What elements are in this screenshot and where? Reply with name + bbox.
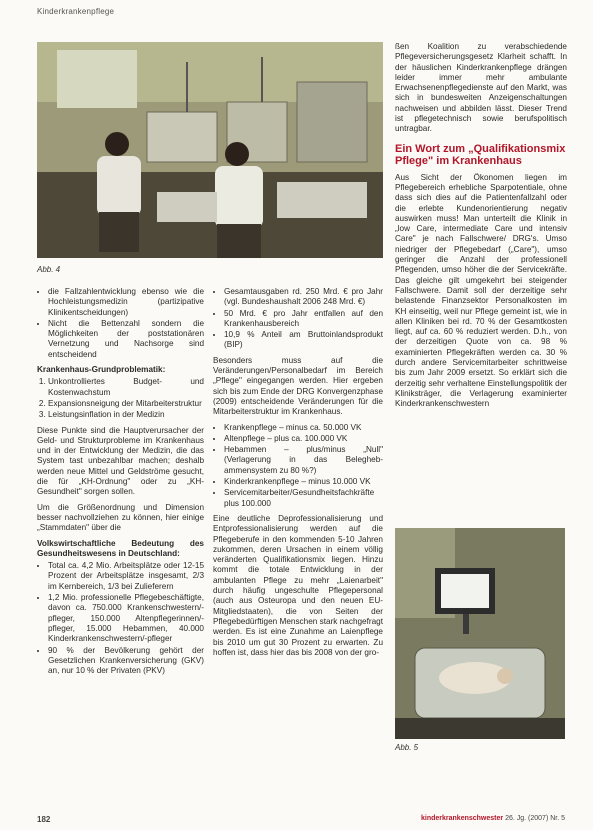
paragraph: Diese Punkte sind die Hauptverursacher der Geld- und Strukturprobleme im Krankenhaus und in der Entwicklung der Medizin, die das System tast unbezahlbar machen; deshalb werden neue Mittel und Geldströme gesucht, die für „KH-Ordnung" oder zu „KH-Gesundheit" sorgen sollen. bbox=[37, 425, 204, 497]
bullet-list-top-left bbox=[37, 287, 204, 360]
list-item: • 1,2 Mio. professionelle Pflegebeschäftigte, davon ca. 750.000 Krankenschwestern/-pfleger, 150.000 Altenpflegerinnen/-pfleger, 15.000 Hebammen, 40.000 Kinderkrankenschwestern/-pfleger bbox=[48, 593, 204, 644]
list-item: • 90 % der Bevölkerung gehört der Gesetzlichen Krankenversicherung (GKV) an, nur 10 % der Privaten (PKV) bbox=[48, 646, 204, 677]
figure-caption-abb5: Abb. 5 bbox=[395, 743, 419, 752]
list-item: • die Fallzahlentwicklung ebenso wie die Hochleistungsmedizin (partizipative Klinikentscheidungen) bbox=[48, 287, 204, 318]
subheading-grundproblematik: Krankenhaus-Grundproblematik: bbox=[37, 365, 166, 375]
paragraph: Eine deutliche Deprofessionalisierung und Entprofessionalisierung werden auf die Pflegeberufe in den kommenden 5-10 Jahren zukommen, deren Ursachen in einem völlig veränderten Qualifikationsmix liegen. Hinzu kommt die totale Entwicklung in der ambulanten Pflege zu mehr „Laienarbeit" durch häufig ungeschulte Pflegepersonal (auch aus Osteuropa und den neuen EU-Mitgliedstaaten), die von Seiten der Pflegebedürftigen Menschen stark nachgefragt werden. Es ist eine Zunahme an Laienpflege bis 2010 um gut 30 Prozent zu erwarten. Zu hoffen ist, dass hier das bis 2008 von der gro- bbox=[213, 513, 383, 657]
list-item: • 10,9 % Anteil am Bruttoinlandsprodukt (BIP) bbox=[224, 330, 383, 351]
issue-info: 26. Jg. (2007) Nr. 5 bbox=[505, 815, 565, 822]
bullet-list-staffing bbox=[213, 423, 383, 509]
list-item: 3. Leistungsinflation in der Medizin bbox=[48, 410, 204, 420]
photo-incubator-image bbox=[395, 528, 565, 739]
photo-incubator bbox=[395, 528, 565, 739]
numbered-list-problems bbox=[37, 377, 204, 420]
running-head: Kinderkrankenpflege bbox=[37, 7, 115, 16]
list-item: 1. Unkontrolliertes Budget- und Kostenwachstum bbox=[48, 377, 204, 398]
list-item: • Total ca. 4,2 Mio. Arbeitsplätze oder 12-15 Prozent der Arbeitsplätze insgesamt, 2/3 im Kernbereich, 1/3 bei Zulieferern bbox=[48, 561, 204, 592]
photo-nurses-ward-image bbox=[37, 42, 383, 258]
paragraph: Besonders muss auf die Veränderungen/Personalbedarf im Bereich „Pflege" eingegangen werden. Hier ergeben sich bis zum Ende der DRG Konvergenzphase (2009) entscheidende Veränderungen für die Mitarbeiterstruktur im Krankenhaus. bbox=[213, 355, 383, 417]
bullet-list-stats bbox=[37, 561, 204, 676]
list-item: • Altenpflege – plus ca. 100.000 VK bbox=[224, 434, 383, 444]
list-item: • Krankenpflege – minus ca. 50.000 VK bbox=[224, 423, 383, 433]
list-item: • Nicht die Bettenzahl sondern die Möglichkeiten der poststationären Vernetzung und Nachsorge sind entscheidend bbox=[48, 319, 204, 360]
list-item: • Kinderkrankenpflege – minus 10.000 VK bbox=[224, 477, 383, 487]
column-middle bbox=[213, 287, 383, 663]
paragraph: Um die Größenordnung und Dimension besser nachvollziehen zu können, hier einige „Stammdaten" über die bbox=[37, 502, 204, 533]
photo-nurses-ward bbox=[37, 42, 383, 258]
column-right bbox=[395, 42, 567, 415]
figure-caption-abb4: Abb. 4 bbox=[37, 265, 61, 274]
paragraph: Aus Sicht der Ökonomen liegen im Pflegebereich erhebliche Sparpotentiale, ohne dass sich dies auf die Patientenfallzahl oder die erlebte Kundenorientierung negativ auswirken muss! Man unterteilt die Klinik in „low Care, intermediate Care und intensiv Care" je nach Fallschwere/ DRG's. Umso niedriger der Pflegebedarf („Care"), umso geringer die Anzahl der professionell Pflegenden, umso höher die der Servicekräfte. Das gleiche gilt umgekehrt bei steigender Fallschwere. Damit soll der derzeitige sehr belastende Finanzsektor Personalkosten im KH einseitig, weil nur Pflege gemeint ist, wie in allen Kliniken bei rd. 70 % der Gesamtkosten liegt, auf ca. 60 % reduziert werden. D.h., von der derzeitigen Quote von ca. 98 % examinierten Pflegekräften werden ca. 30 % durch andere Servicemitarbeiter schrittweise bis zum Jahr 2009 ersetzt. So erklärt sich die derzeitig sehr verhaltene Einstellungspolitik der Kliniksträger, die Verlagerung examinierter Kinderkrankenschwestern bbox=[395, 172, 567, 409]
footer-issue bbox=[421, 815, 565, 822]
list-item: • Hebammen – plus/minus „Null" (Verlagerung in das Beleghebammensystem zu 80 %?) bbox=[224, 445, 383, 476]
column-left bbox=[37, 287, 204, 681]
list-item: • Servicemitarbeiter/Gesundheitsfachkräfte plus 100.000 bbox=[224, 488, 383, 509]
paragraph: ßen Koalition zu verabschiedende Pflegeversicherungsgesetz Klarheit schafft. In der häuslichen Kinderkrankenpflege drängen leider immer mehr ambulante Erwachsenenpflegedienste auf den Markt, was sich in bundesweiten Anzeigenschaltungen nachweisen und abbilden lässt. Dieser Trend ist pflegetechnisch sowie berufspolitisch untragbar. bbox=[395, 42, 567, 134]
subheading-volkswirtschaft: Volkswirtschaftliche Bedeutung des Gesundheitswesens in Deutschland: bbox=[37, 538, 204, 558]
list-item: • Gesamtausgaben rd. 250 Mrd. € pro Jahr (vgl. Bundeshaushalt 2006 248 Mrd. €) bbox=[224, 287, 383, 308]
list-item: • 50 Mrd. € pro Jahr entfallen auf den Krankenhausbereich bbox=[224, 309, 383, 330]
section-heading-qualifikationsmix: Ein Wort zum „Qualifikationsmix Pflege" im Krankenhaus bbox=[395, 142, 566, 167]
bullet-list-expenses bbox=[213, 287, 383, 351]
list-item: 2. Expansionsneigung der Mitarbeiterstruktur bbox=[48, 399, 204, 409]
page-number: 182 bbox=[37, 815, 51, 824]
magazine-name: kinderkrankenschwester bbox=[421, 815, 504, 822]
